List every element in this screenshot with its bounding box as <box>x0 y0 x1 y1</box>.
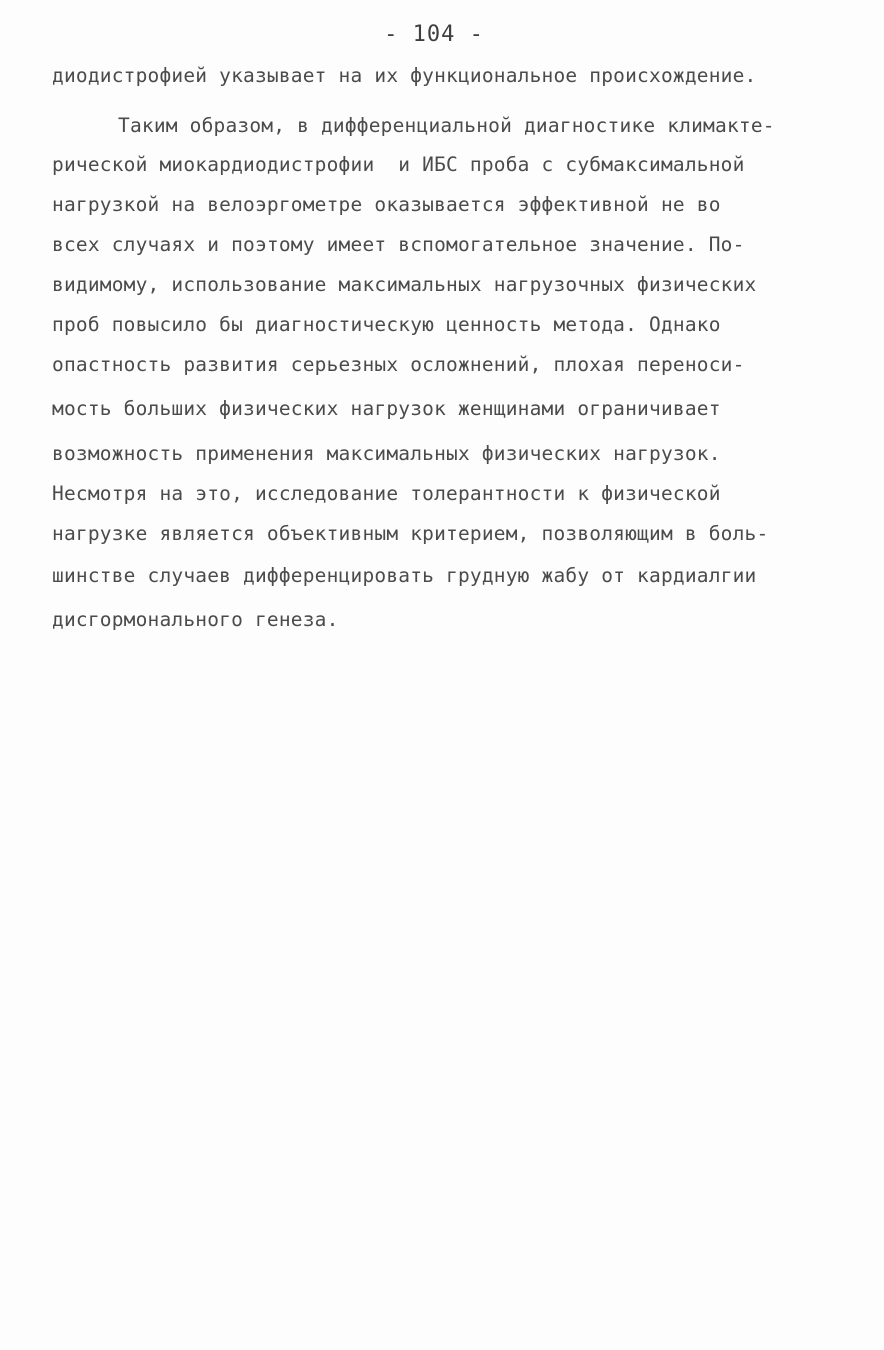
text-line: рической миокардиодистрофии и ИБС проба с субмаксимальной <box>52 153 745 176</box>
text-line: нагрузкой на велоэргометре оказывается эффективной не во <box>52 193 721 216</box>
text-line: проб повысило бы диагностическую ценность метода. Однако <box>52 313 721 336</box>
page-number: - 104 - <box>384 22 484 47</box>
text-line: всех случаях и поэтому имеет вспомогательное значение. По- <box>52 233 745 256</box>
text-line: видимому, использование максимальных нагрузочных физических <box>52 273 757 296</box>
text-line: шинстве случаев дифференцировать грудную жабу от кардиалгии <box>52 564 757 587</box>
text-line: диодистрофией указывает на их функциональное происхождение. <box>52 64 757 87</box>
text-line: Несмотря на это, исследование толерантности к физической <box>52 482 721 505</box>
text-line: нагрузке является объективным критерием, позволяющим в боль- <box>52 522 769 545</box>
text-line: опастность развития серьезных осложнений, плохая переноси- <box>52 353 745 376</box>
text-line: дисгормонального генеза. <box>52 608 339 631</box>
text-line: мость больших физических нагрузок женщинами ограничивает <box>52 397 721 420</box>
text-line: возможность применения максимальных физических нагрузок. <box>52 442 721 465</box>
text-line: Таким образом, в дифференциальной диагностике климакте- <box>118 114 775 137</box>
